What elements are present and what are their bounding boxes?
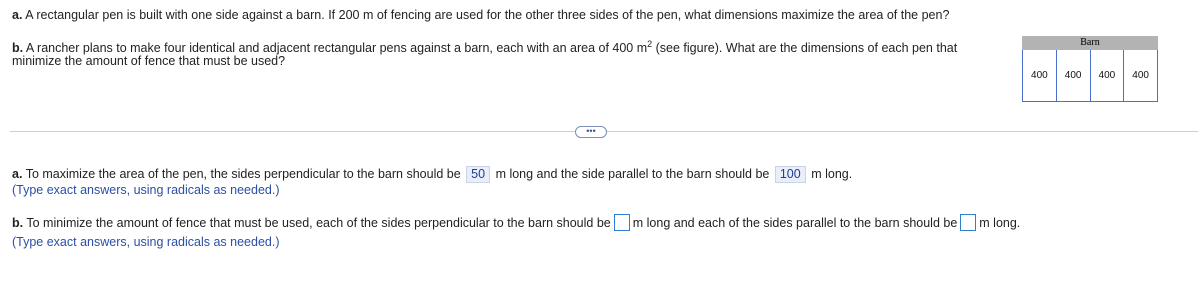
- answer-b-text-3: m long.: [979, 216, 1021, 230]
- question-b-text-2: (see figure). What are the dimensions of each pen that: [655, 41, 958, 56]
- answer-a-text-2: m long and the side parallel to the barn should be: [495, 167, 770, 181]
- answer-a: [12, 166, 852, 183]
- answer-b-text-2: m long and each of the sides parallel to the barn should be: [632, 216, 958, 230]
- answer-a-label: a.: [12, 167, 23, 181]
- question-b-text-3: minimize the amount of fence that must be used?: [12, 54, 286, 68]
- answer-a-hint: (Type exact answers, using radicals as needed.): [12, 183, 280, 197]
- question-a: [12, 8, 949, 22]
- pen-3: [1090, 50, 1124, 102]
- barn-figure: [1022, 36, 1158, 50]
- question-b-line2: [12, 54, 285, 68]
- answer-a-parallel-value[interactable]: 100: [775, 166, 806, 183]
- question-b-label: b.: [12, 41, 24, 56]
- answer-b-text-1: To minimize the amount of fence that must be used, each of the sides perpendicular to the barn should be: [26, 216, 611, 230]
- question-b-text-1: A rancher plans to make four identical and adjacent rectangular pens against a barn, each with an area of 400 m: [25, 41, 648, 56]
- answer-b-perpendicular-input[interactable]: [614, 214, 630, 231]
- answer-b-parallel-input[interactable]: [960, 214, 976, 231]
- question-a-label: a.: [12, 8, 23, 22]
- answer-a-perpendicular-value[interactable]: 50: [466, 166, 490, 183]
- pens-figure: [1022, 50, 1158, 102]
- answer-b: [12, 214, 1020, 232]
- pen-area-label: 400: [1098, 70, 1116, 81]
- barn-label: Barn: [1080, 37, 1100, 48]
- question-b-superscript: 2: [647, 39, 653, 49]
- more-button[interactable]: •••: [575, 126, 607, 138]
- pen-area-label: 400: [1031, 70, 1048, 81]
- answer-a-text-1: To maximize the area of the pen, the sides perpendicular to the barn should be: [25, 167, 461, 181]
- question-b: [12, 39, 957, 55]
- pen-area-label: 400: [1132, 70, 1149, 81]
- answer-b-label: b.: [12, 216, 24, 230]
- answer-a-text-3: m long.: [811, 167, 853, 181]
- pen-4: [1123, 50, 1158, 102]
- pen-1: [1022, 50, 1056, 102]
- pen-area-label: 400: [1064, 70, 1082, 81]
- pen-2: [1056, 50, 1090, 102]
- answer-b-hint: (Type exact answers, using radicals as needed.): [12, 235, 280, 249]
- question-a-text: A rectangular pen is built with one side against a barn. If 200 m of fencing are used for the other three sides of the pen, what dimensions maximize the area of the pen?: [25, 8, 950, 22]
